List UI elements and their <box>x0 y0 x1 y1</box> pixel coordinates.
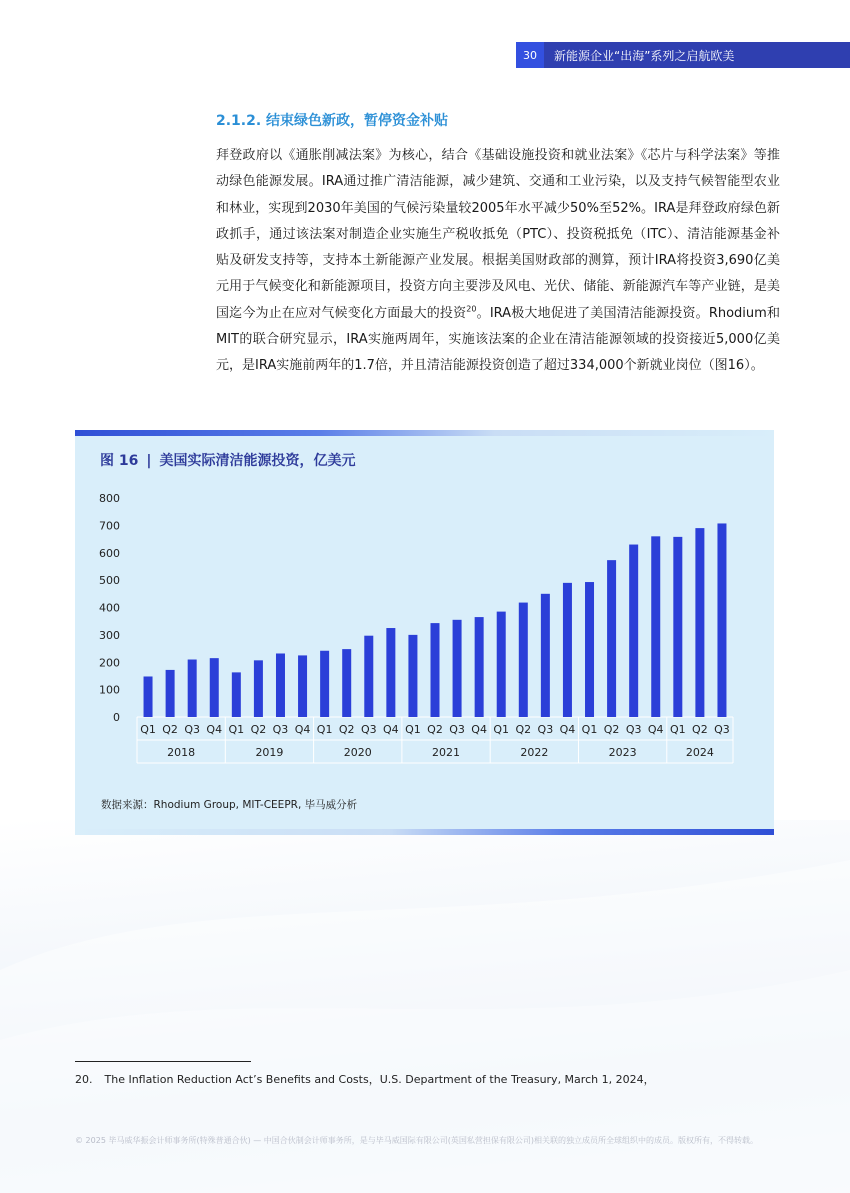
bar-chart <box>75 430 774 835</box>
x-tick-label: Q3 <box>449 723 465 736</box>
y-tick-label: 600 <box>99 546 120 560</box>
x-tick-label: Q4 <box>647 723 664 736</box>
x-tick-label: Q4 <box>294 723 311 736</box>
y-tick-label: 200 <box>99 656 120 670</box>
bar <box>717 523 726 717</box>
bar <box>210 658 219 717</box>
footnote-reference[interactable]: 20 <box>466 304 477 314</box>
y-tick-label: 400 <box>99 601 120 615</box>
year-label: 2020 <box>343 746 372 759</box>
footnote-text: The Inflation Reduction Act’s Benefits and Costs，U.S. Department of the Treasury, March 1, 2024， <box>104 1073 655 1086</box>
bar <box>386 628 395 717</box>
y-tick-label: 800 <box>99 492 120 505</box>
bar <box>453 620 462 717</box>
bar <box>607 560 616 717</box>
footnote-number: 20. <box>75 1073 93 1086</box>
bar <box>254 660 263 717</box>
x-tick-label: Q1 <box>493 723 510 736</box>
bar <box>695 528 704 717</box>
x-tick-label: Q2 <box>515 723 532 736</box>
y-tick-label: 500 <box>99 574 120 588</box>
x-tick-label: Q3 <box>360 723 377 736</box>
x-tick-label: Q4 <box>559 723 576 736</box>
page-number: 30 <box>516 42 544 68</box>
x-tick-label: Q2 <box>250 723 267 736</box>
x-tick-label: Q2 <box>427 723 443 736</box>
paragraph-text-part1: 拜登政府以《通胀削减法案》为核心，结合《基础设施投资和就业法案》《芯片与科学法案》等推动绿色能源发展。IRA通过推广清洁能源，减少建筑、交通和工业污染，以及支持气候智能型农业和林业，实现到2030年美国的气候污染量较2005年水平减少50%至52%。IRA是拜登政府绿色新政抓手，通过该法案对制造企业实施生产税收抵免（PTC）、投资税抵免（ITC）、清洁能源基金补贴及研发支持等，支持本土新能源产业发展。根据美国财政部的测算，预计IRA将投资3,690亿美元用于气候变化和新能源项目，投资方向主要涉及风电、光伏、储能、新能源汽车等产业链，是美国迄今为止在应对气候变化方面最大的投资 <box>216 148 780 321</box>
x-tick-label: Q4 <box>383 723 399 736</box>
x-tick-label: Q1 <box>405 723 421 736</box>
y-tick-label: 100 <box>99 683 120 697</box>
bar <box>651 536 660 717</box>
x-tick-label: Q4 <box>471 723 487 736</box>
year-label: 2024 <box>685 746 714 759</box>
x-tick-label: Q1 <box>581 723 598 736</box>
x-tick-label: Q1 <box>140 723 156 736</box>
x-tick-label: Q1 <box>228 723 245 736</box>
bar <box>232 672 241 717</box>
y-tick-label: 700 <box>99 519 120 533</box>
x-tick-label: Q3 <box>625 723 642 736</box>
x-tick-label: Q2 <box>162 723 178 736</box>
figure-title-text: 美国实际清洁能源投资，亿美元 <box>159 453 356 469</box>
footnote <box>75 1071 655 1087</box>
bar <box>431 623 440 717</box>
section-title: 2.1.2. 结束绿色新政，暂停资金补贴 <box>216 113 449 129</box>
bar <box>519 603 528 717</box>
y-tick-label: 0 <box>113 711 120 724</box>
figure-bottom-accent <box>75 829 774 835</box>
bar <box>166 670 175 717</box>
bar <box>629 545 638 717</box>
figure-title-separator: | <box>146 453 152 469</box>
x-tick-label: Q2 <box>692 723 708 736</box>
paragraph-text-part2: 。IRA极大地促进了美国清洁能源投资。Rhodium和MIT的联合研究显示，IRA实施两周年，实施该法案的企业在清洁能源领域的投资接近5,000亿美元，是IRA实施前两年的1.7倍，并且清洁能源投资创造了超过334,000个新就业岗位（图16）。 <box>216 305 780 374</box>
bar <box>541 594 550 717</box>
year-label: 2018 <box>167 746 196 759</box>
bar <box>497 612 506 717</box>
bar <box>364 636 373 717</box>
x-tick-label: Q3 <box>184 723 201 736</box>
x-tick-label: Q2 <box>338 723 355 736</box>
year-label: 2023 <box>608 746 637 759</box>
footnote-divider <box>75 1061 251 1062</box>
year-label: 2022 <box>520 746 549 759</box>
x-tick-label: Q3 <box>714 723 730 736</box>
bar <box>408 635 417 717</box>
bar <box>188 660 197 717</box>
bar <box>563 583 572 717</box>
bar <box>475 617 484 717</box>
x-tick-label: Q3 <box>537 723 554 736</box>
body-paragraph <box>216 143 780 380</box>
figure-source: 数据来源：Rhodium Group, MIT-CEEPR, 毕马威分析 <box>101 799 358 811</box>
page-header <box>516 42 850 68</box>
x-tick-label: Q1 <box>669 723 686 736</box>
bar <box>342 649 351 717</box>
figure-16 <box>75 430 774 835</box>
x-tick-label: Q3 <box>272 723 289 736</box>
x-tick-label: Q2 <box>603 723 620 736</box>
header-title: 新能源企业“出海”系列之启航欧美 <box>554 48 735 63</box>
year-label: 2021 <box>432 746 461 759</box>
legal-notice: © 2025 毕马威华振会计师事务所(特殊普通合伙) — 中国合伙制会计师事务所，是与毕马威国际有限公司(英国私营担保有限公司)相关联的独立成员所全球组织中的成员。版权所有，不得转载。 <box>75 1136 759 1145</box>
y-tick-label: 300 <box>99 628 120 642</box>
x-tick-label: Q1 <box>316 723 333 736</box>
bar <box>144 676 153 717</box>
bar <box>276 653 285 717</box>
bar <box>320 651 329 717</box>
bar <box>585 582 594 717</box>
figure-label: 图 16 <box>100 453 139 469</box>
bar <box>298 655 307 717</box>
bar <box>673 537 682 717</box>
year-label: 2019 <box>255 746 284 759</box>
x-tick-label: Q4 <box>206 723 223 736</box>
